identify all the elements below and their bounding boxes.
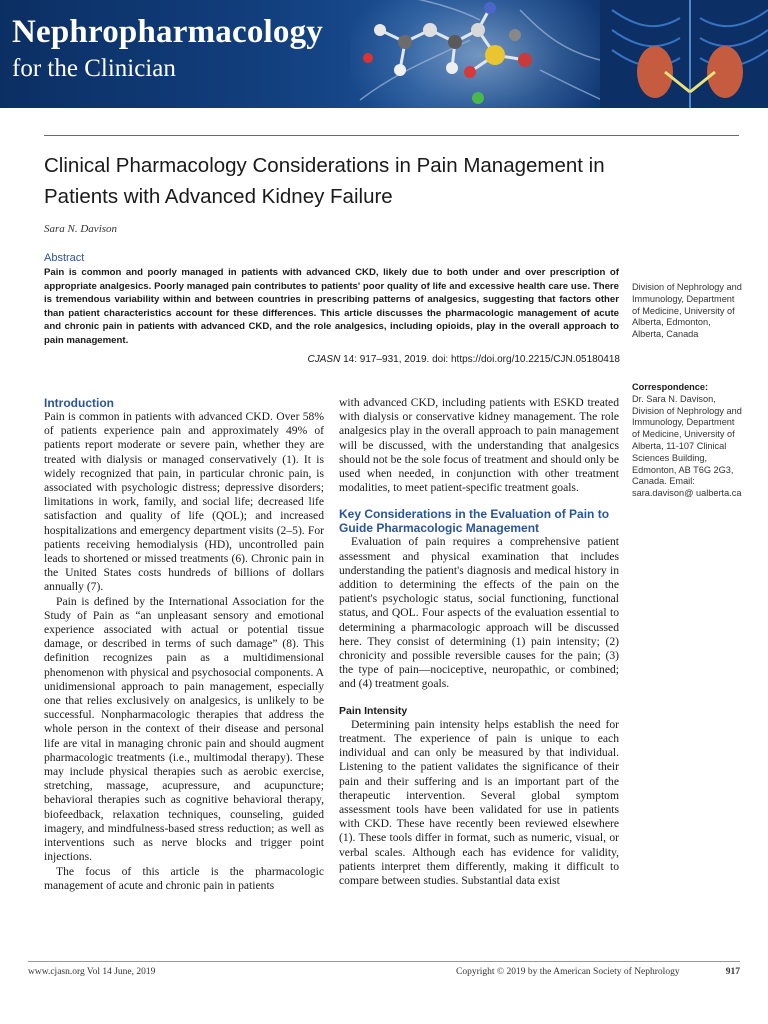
correspondence <box>632 382 744 500</box>
divider <box>44 135 739 136</box>
section-heading-introduction: Introduction <box>44 396 114 410</box>
journal-subtitle: for the Clinician <box>12 55 176 82</box>
footer-url: www.cjasn.org Vol 14 June, 2019 <box>28 967 156 977</box>
paragraph: with advanced CKD, including patients with ESKD treated with dialysis or conservative kidney management. The role analgesics play in the overall approach to pain management will be discussed, with the understanding that analgesics should not be the sole focus of treatment and should only be used when needed, in conjunction with other treatment modalities, to meet patient-specific treatment goals. <box>339 396 619 495</box>
abstract-heading: Abstract <box>44 252 85 264</box>
paragraph: Pain is common in patients with advanced CKD. Over 58% of patients experience pain and approximately 49% of patients report moderate or severe pain, whether they are treated with dialysis or managed conservatively (1). It is widely recognized that pain, in particular chronic pain, is associated with psychologic distress; depressive disorders; limitations in work, family, and social life; decreased life satisfaction and quality of life (QOL); and increased hospitalizations and emergency department visits (2–5). For patients receiving hemodialysis (HD), uncontrolled pain leads to shortened or missed treatments (6). Chronic pain in the United States costs hundreds of billions of dollars annually (7). <box>44 410 324 594</box>
author: Sara N. Davison <box>44 223 118 235</box>
paragraph: Pain is defined by the International Association for the Study of Pain as “an unpleasant sensory and emotional experience associated with actual or potential tissue damage, or described in terms of such damage” (8). This definition recognizes pain as a multidimensional phenomenon with physical and psychosocial components. A unidimensional approach to pain management, especially one that relies exclusively on analgesics, is unlikely to be successful. Nonpharmacologic therapies that address the whole person in the context of their disease and personal life are vital in managing chronic pain and should augment pharmacologic treatments (i.e., multimodal therapy). These may include physical therapies such as aerobic exercise, stretching, massage, acupressure, and acupuncture; behavioral therapies such as cognitive behavioral therapy, biofeedback, relaxation techniques, counseling, guided imagery, and mindfulness-based stress reduction; as well as interventions such as nerve blocks and trigger point injections. <box>44 594 324 864</box>
citation-journal: CJASN <box>307 354 341 365</box>
column-middle <box>339 396 619 888</box>
paragraph: Determining pain intensity helps establish the need for treatment. The experience of pain is unique to each individual and can only be measured by that individual. Listening to the patient validates the significance of their pain and their suffering and is an important part of the therapeutic intervention. Several global symptom assessment tools have been validated for use in patients with CKD. These have recently been reviewed elsewhere (1). These tools differ in format, such as numeric, visual, or verbal scales. Although each has evidence for validity, patients interpret them differently, making it difficult to compare between studies. Substantial data exist <box>339 717 619 888</box>
journal-banner <box>0 0 768 108</box>
paragraph: The focus of this article is the pharmacologic management of acute and chronic pain in patients <box>44 864 324 892</box>
citation-details: 14: 917–931, 2019. doi: https://doi.org/10.2215/CJN.05180418 <box>340 354 620 365</box>
journal-title: Nephropharmacology <box>12 14 323 50</box>
kidney-illustration <box>600 0 768 108</box>
affiliation: Division of Nephrology and Immunology, Department of Medicine, University of Alberta, Edmonton, Alberta, Canada <box>632 282 742 340</box>
correspondence-heading: Correspondence: <box>632 382 709 392</box>
section-heading-key-considerations: Key Considerations in the Evaluation of Pain to Guide Pharmacologic Management <box>339 507 610 536</box>
citation <box>308 354 620 365</box>
page-number: 917 <box>725 967 740 977</box>
footer-copyright: Copyright © 2019 by the American Society of Nephrology <box>456 967 680 977</box>
paragraph: Evaluation of pain requires a comprehensive patient assessment and physical examination that includes understanding the patient's diagnosis and medical history in addition to determining the effects of the pain on the patient's psychologic status, social functioning, functional status, and QOL. Four aspects of the evaluation essential to determining a pharmacologic approach will be discussed here. They consist of determining (1) pain intensity; (2) chronicity and possible reversible causes for the pain; (3) the type of pain—nociceptive, neuropathic, or combined; and (4) treatment goals. <box>339 535 619 691</box>
abstract-text: Pain is common and poorly managed in patients with advanced CKD, likely due to both under and over prescription of appropriate analgesics. Poorly managed pain contributes to patients' poor quality of life and excessive health care use. There is tremendous variability within and between countries in prescribing patterns of analgesics, suggesting that factors other than patient characteristics account for these differences. This article discusses the pharmacologic management of acute and chronic pain in patients with advanced CKD, and the role analgesics, including opioids, play in the overall approach to pain management. <box>44 267 619 346</box>
footer-divider <box>28 961 740 962</box>
article-title: Clinical Pharmacology Considerations in Pain Management in Patients with Advanced Kidney Failure <box>44 154 605 208</box>
correspondence-text: Dr. Sara N. Davison, Division of Nephrology and Immunology, Department of Medicine, University of Alberta, 11-107 Clinical Sciences Building, Edmonton, AB T6G 2G3, Canada. Email: sara.davison@ ualberta.ca <box>632 393 742 499</box>
column-left <box>44 396 324 893</box>
subsection-heading-pain-intensity: Pain Intensity <box>339 704 408 717</box>
